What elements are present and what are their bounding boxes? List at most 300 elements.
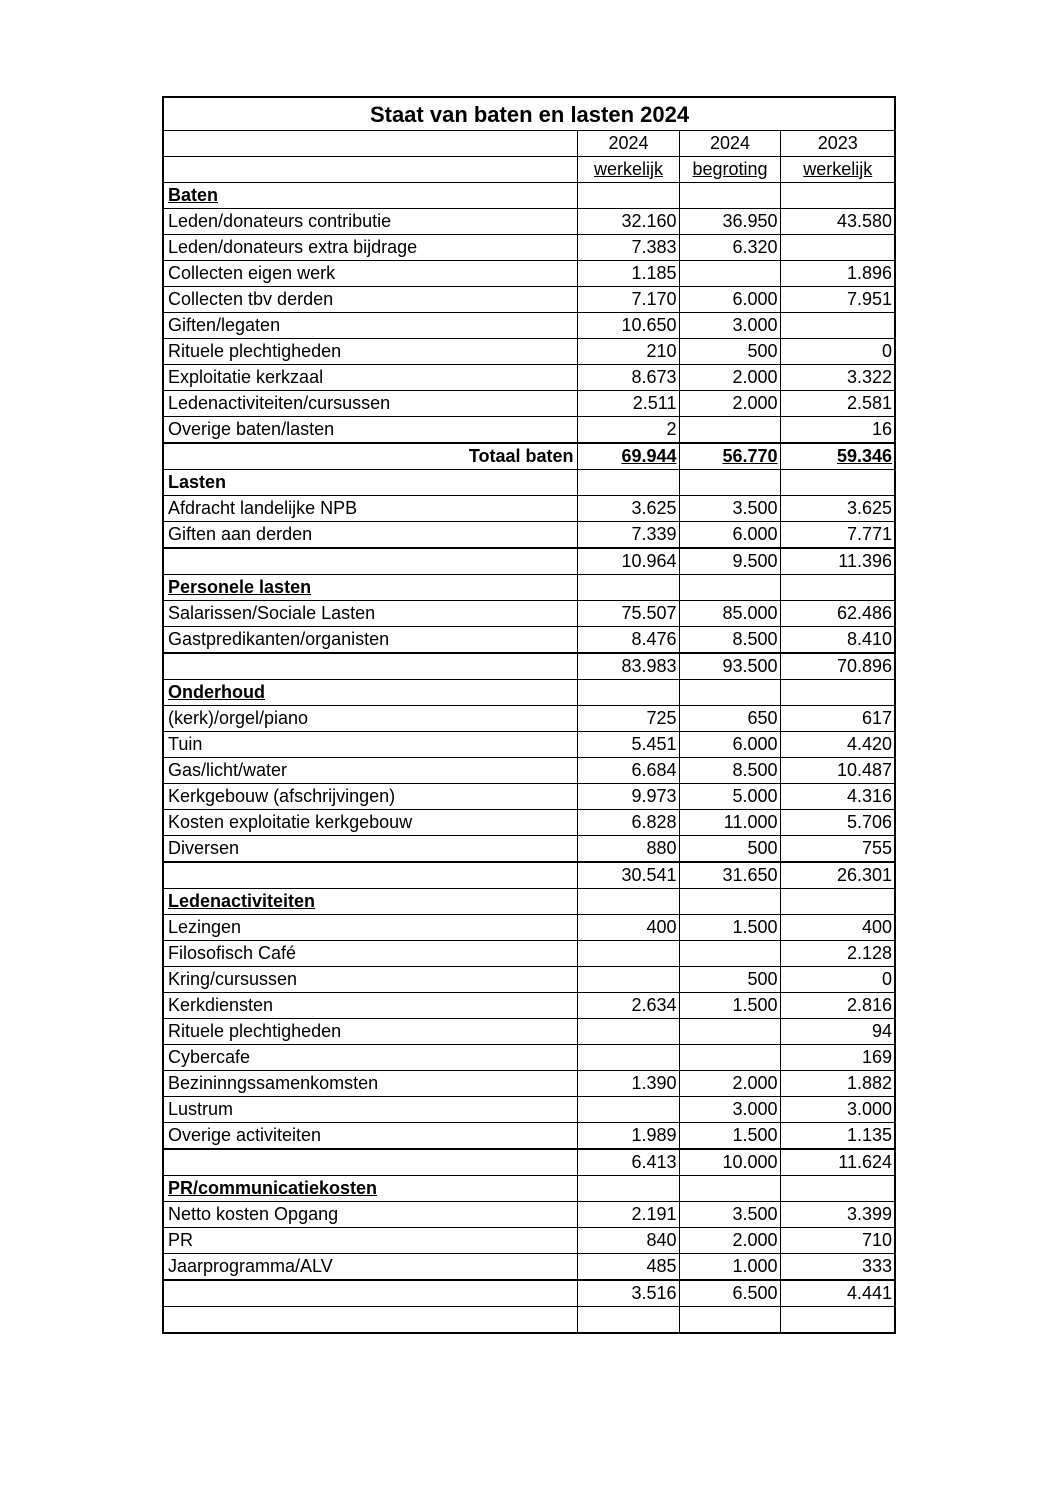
row-label-cell: [163, 1280, 577, 1307]
section-heading-row: [163, 1176, 895, 1202]
value-cell: [679, 967, 780, 993]
value-cell: [679, 522, 780, 549]
amount-value: 710: [861, 1230, 893, 1250]
row-label-cell: [163, 706, 577, 732]
value-cell: [780, 810, 895, 836]
amount-value: 210: [646, 341, 677, 361]
value-cell: [679, 1202, 780, 1228]
amount-value: 8.673: [631, 367, 677, 387]
value-cell: [780, 706, 895, 732]
value-cell: [780, 653, 895, 680]
row-label: Lezingen: [168, 917, 242, 937]
value-cell: [577, 1280, 679, 1307]
table-row: [163, 1123, 895, 1150]
value-cell: [679, 209, 780, 235]
value-cell: [780, 417, 895, 444]
row-label: Personele lasten: [168, 577, 312, 597]
type-header-begroting-2024: begroting: [692, 159, 768, 179]
amount-value: 30.541: [621, 865, 677, 885]
amount-value: 59.346: [836, 446, 893, 466]
row-label: Lustrum: [168, 1099, 234, 1119]
amount-value: 0: [882, 341, 893, 361]
row-label-cell: [163, 365, 577, 391]
amount-value: 2.000: [732, 367, 778, 387]
table-row: [163, 1071, 895, 1097]
value-cell: [577, 1123, 679, 1150]
value-cell: [780, 1019, 895, 1045]
table-row: [163, 391, 895, 417]
value-cell: [780, 522, 895, 549]
amount-value: 5.451: [631, 734, 677, 754]
table-row: [163, 784, 895, 810]
row-label-cell: [163, 627, 577, 654]
row-label-cell: [163, 548, 577, 575]
amount-value: 93.500: [722, 656, 778, 676]
amount-value: 10.650: [621, 315, 677, 335]
table-row: [163, 1202, 895, 1228]
value-cell: [577, 1202, 679, 1228]
value-cell: [780, 1071, 895, 1097]
value-cell: [577, 1176, 679, 1202]
type-header-cell: [577, 157, 679, 183]
value-cell: [780, 941, 895, 967]
amount-value: 94: [871, 1021, 893, 1041]
amount-value: 31.650: [722, 865, 778, 885]
value-cell: [679, 758, 780, 784]
amount-value: 2.634: [631, 995, 677, 1015]
value-cell: [780, 313, 895, 339]
value-cell: [679, 1097, 780, 1123]
row-label-cell: [163, 784, 577, 810]
value-cell: [577, 627, 679, 654]
value-cell: [780, 836, 895, 863]
amount-value: 1.882: [846, 1073, 893, 1093]
amount-value: 4.316: [846, 786, 893, 806]
subtotal-row: [163, 862, 895, 889]
value-cell: [577, 653, 679, 680]
value-cell: [679, 1123, 780, 1150]
row-label-cell: [163, 993, 577, 1019]
value-cell: [780, 784, 895, 810]
row-label: Kerkdiensten: [168, 995, 274, 1015]
amount-value: 3.625: [846, 498, 893, 518]
value-cell: [679, 183, 780, 209]
value-cell: [780, 1254, 895, 1281]
amount-value: 485: [646, 1256, 677, 1276]
value-cell: [780, 1097, 895, 1123]
amount-value: 85.000: [722, 603, 778, 623]
value-cell: [679, 287, 780, 313]
row-label-cell: [163, 313, 577, 339]
amount-value: 3.516: [631, 1283, 677, 1303]
value-cell: [780, 391, 895, 417]
section-heading-row: [163, 470, 895, 496]
table-row: [163, 967, 895, 993]
row-label-cell: [163, 287, 577, 313]
row-label: Afdracht landelijke NPB: [168, 498, 358, 518]
amount-value: 5.000: [732, 786, 778, 806]
value-cell: [577, 915, 679, 941]
row-label: Jaarprogramma/ALV: [168, 1256, 333, 1276]
type-header-werkelijk-2023: werkelijk: [803, 159, 873, 179]
row-label: PR: [168, 1230, 194, 1250]
amount-value: 3.000: [846, 1099, 893, 1119]
value-cell: [679, 1176, 780, 1202]
value-cell: [679, 575, 780, 601]
row-label: Diversen: [168, 838, 240, 858]
row-label: Ledenactiviteiten: [168, 891, 316, 911]
subtotal-row: [163, 1149, 895, 1176]
value-cell: [679, 1280, 780, 1307]
amount-value: 7.771: [846, 524, 893, 544]
amount-value: 1.500: [732, 1125, 778, 1145]
table-row: [163, 706, 895, 732]
amount-value: 169: [861, 1047, 893, 1067]
value-cell: [679, 810, 780, 836]
table-row: [163, 1019, 895, 1045]
row-label-cell: [163, 941, 577, 967]
value-cell: [577, 261, 679, 287]
value-cell: [679, 443, 780, 470]
value-cell: [780, 627, 895, 654]
value-cell: [679, 1019, 780, 1045]
value-cell: [577, 889, 679, 915]
row-label-cell: [163, 601, 577, 627]
value-cell: [780, 261, 895, 287]
row-label: Netto kosten Opgang: [168, 1204, 339, 1224]
table-row: [163, 1045, 895, 1071]
value-cell: [780, 235, 895, 261]
row-label: Onderhoud: [168, 682, 265, 702]
amount-value: 3.322: [846, 367, 893, 387]
row-label: Overige baten/lasten: [168, 419, 335, 439]
row-label-cell: [163, 235, 577, 261]
amount-value: 2: [666, 419, 677, 439]
value-cell: [577, 391, 679, 417]
amount-value: 56.770: [722, 446, 778, 466]
amount-value: 11.624: [838, 1152, 893, 1172]
amount-value: 6.320: [732, 237, 778, 257]
amount-value: 2.816: [846, 995, 893, 1015]
value-cell: [679, 261, 780, 287]
row-label: PR/communicatiekosten: [168, 1178, 378, 1198]
amount-value: 75.507: [621, 603, 677, 623]
value-cell: [780, 339, 895, 365]
section-heading-row: [163, 680, 895, 706]
row-label-cell: [163, 1071, 577, 1097]
value-cell: [780, 575, 895, 601]
value-cell: [679, 235, 780, 261]
amount-value: 6.000: [732, 524, 778, 544]
value-cell: [577, 1097, 679, 1123]
amount-value: 725: [646, 708, 677, 728]
value-cell: [679, 680, 780, 706]
table-row: [163, 732, 895, 758]
value-cell: [780, 993, 895, 1019]
amount-value: 11.396: [838, 551, 893, 571]
amount-value: 8.410: [846, 629, 893, 649]
row-label: Collecten tbv derden: [168, 289, 334, 309]
amount-value: 8.500: [732, 629, 778, 649]
row-label-cell: [163, 653, 577, 680]
amount-value: 43.580: [836, 211, 893, 231]
amount-value: 2.511: [632, 393, 677, 413]
value-cell: [577, 758, 679, 784]
row-label-cell: [163, 810, 577, 836]
amount-value: 1.000: [732, 1256, 778, 1276]
amount-value: 83.983: [621, 656, 677, 676]
header-blank-cell: [163, 131, 577, 157]
value-cell: [780, 1307, 895, 1334]
value-cell: [577, 287, 679, 313]
amount-value: 6.684: [631, 760, 677, 780]
row-label: Gastpredikanten/organisten: [168, 629, 390, 649]
value-cell: [577, 993, 679, 1019]
table-row: [163, 235, 895, 261]
year-header-werkelijk-2023: 2023: [780, 131, 895, 157]
table-row: [163, 836, 895, 863]
value-cell: [577, 365, 679, 391]
value-cell: [679, 339, 780, 365]
value-cell: [577, 443, 679, 470]
row-label-cell: [163, 1254, 577, 1281]
row-label-cell: [163, 889, 577, 915]
value-cell: [577, 941, 679, 967]
amount-value: 62.486: [836, 603, 893, 623]
value-cell: [679, 732, 780, 758]
row-label-cell: [163, 1123, 577, 1150]
table-row: [163, 941, 895, 967]
amount-value: 16: [871, 419, 893, 439]
value-cell: [679, 784, 780, 810]
subtotal-row: [163, 1280, 895, 1307]
year-header-werkelijk-2024: 2024: [577, 131, 679, 157]
value-cell: [780, 1202, 895, 1228]
row-label-cell: [163, 680, 577, 706]
value-cell: [577, 470, 679, 496]
table-row: [163, 1254, 895, 1281]
table-row: [163, 810, 895, 836]
table-body: [163, 97, 895, 1333]
row-label-cell: [163, 1149, 577, 1176]
value-cell: [679, 313, 780, 339]
subtotal-row: [163, 548, 895, 575]
value-cell: [679, 417, 780, 444]
value-cell: [577, 209, 679, 235]
header-blank-cell: [163, 157, 577, 183]
value-cell: [577, 1307, 679, 1334]
amount-value: 3.500: [732, 1204, 778, 1224]
row-label-cell: [163, 391, 577, 417]
value-cell: [577, 1071, 679, 1097]
amount-value: 4.441: [846, 1283, 893, 1303]
amount-value: 6.000: [732, 289, 778, 309]
value-cell: [679, 836, 780, 863]
value-cell: [577, 1228, 679, 1254]
amount-value: 7.339: [631, 524, 677, 544]
amount-value: 3.399: [846, 1204, 893, 1224]
value-cell: [577, 784, 679, 810]
row-label: Rituele plechtigheden: [168, 341, 342, 361]
value-cell: [577, 680, 679, 706]
value-cell: [780, 1123, 895, 1150]
amount-value: 3.000: [732, 1099, 778, 1119]
value-cell: [780, 496, 895, 522]
amount-value: 840: [646, 1230, 677, 1250]
row-label: Totaal baten: [468, 446, 574, 466]
amount-value: 400: [861, 917, 893, 937]
amount-value: 2.000: [732, 1073, 778, 1093]
amount-value: 2.000: [732, 393, 778, 413]
value-cell: [780, 967, 895, 993]
value-cell: [577, 339, 679, 365]
amount-value: 1.185: [631, 263, 677, 283]
row-label-cell: [163, 443, 577, 470]
amount-value: 11.000: [723, 812, 778, 832]
row-label: Giften/legaten: [168, 315, 281, 335]
value-cell: [577, 548, 679, 575]
row-label: Lasten: [168, 472, 227, 492]
value-cell: [679, 496, 780, 522]
row-label-cell: [163, 470, 577, 496]
value-cell: [679, 941, 780, 967]
amount-value: 500: [747, 969, 778, 989]
value-cell: [780, 287, 895, 313]
amount-value: 1.500: [732, 995, 778, 1015]
row-label: Kosten exploitatie kerkgebouw: [168, 812, 413, 832]
amount-value: 1.500: [732, 917, 778, 937]
value-cell: [780, 209, 895, 235]
value-cell: [679, 548, 780, 575]
table-row: [163, 287, 895, 313]
amount-value: 1.135: [846, 1125, 893, 1145]
table-row: [163, 339, 895, 365]
value-cell: [780, 183, 895, 209]
row-label-cell: [163, 1097, 577, 1123]
value-cell: [679, 889, 780, 915]
amount-value: 650: [747, 708, 778, 728]
amount-value: 1.390: [631, 1073, 677, 1093]
value-cell: [780, 732, 895, 758]
row-label: Collecten eigen werk: [168, 263, 336, 283]
type-header-row: [163, 157, 895, 183]
table-row: [163, 627, 895, 654]
value-cell: [577, 235, 679, 261]
value-cell: [577, 1045, 679, 1071]
value-cell: [679, 993, 780, 1019]
amount-value: 1.989: [631, 1125, 677, 1145]
total-row: [163, 443, 895, 470]
amount-value: 69.944: [621, 446, 677, 466]
amount-value: 36.950: [722, 211, 778, 231]
amount-value: 617: [861, 708, 893, 728]
table-row: [163, 209, 895, 235]
value-cell: [577, 732, 679, 758]
row-label-cell: [163, 496, 577, 522]
amount-value: 5.706: [846, 812, 893, 832]
value-cell: [577, 575, 679, 601]
table-row: [163, 313, 895, 339]
table-row: [163, 417, 895, 444]
value-cell: [780, 1149, 895, 1176]
amount-value: 500: [747, 341, 778, 361]
row-label-cell: [163, 1307, 577, 1334]
value-cell: [780, 680, 895, 706]
value-cell: [577, 706, 679, 732]
row-label: Bezininngssamenkomsten: [168, 1073, 379, 1093]
row-label: Giften aan derden: [168, 524, 313, 544]
row-label: Overige activiteiten: [168, 1125, 322, 1145]
amount-value: 400: [646, 917, 677, 937]
table-row: [163, 758, 895, 784]
table-row: [163, 915, 895, 941]
row-label-cell: [163, 862, 577, 889]
subtotal-row: [163, 653, 895, 680]
value-cell: [679, 601, 780, 627]
value-cell: [679, 470, 780, 496]
amount-value: 2.000: [732, 1230, 778, 1250]
table-row: [163, 601, 895, 627]
row-label-cell: [163, 1202, 577, 1228]
amount-value: 0: [882, 969, 893, 989]
row-label-cell: [163, 1019, 577, 1045]
amount-value: 880: [646, 838, 677, 858]
financial-statement-table: [162, 96, 896, 1334]
value-cell: [679, 706, 780, 732]
row-label-cell: [163, 836, 577, 863]
value-cell: [577, 1254, 679, 1281]
amount-value: 10.964: [621, 551, 677, 571]
row-label: (kerk)/orgel/piano: [168, 708, 309, 728]
value-cell: [577, 967, 679, 993]
row-label: Kerkgebouw (afschrijvingen): [168, 786, 396, 806]
row-label-cell: [163, 522, 577, 549]
value-cell: [679, 862, 780, 889]
row-label: Tuin: [168, 734, 203, 754]
amount-value: 10.000: [722, 1152, 778, 1172]
value-cell: [577, 313, 679, 339]
row-label: Cybercafe: [168, 1047, 251, 1067]
row-label-cell: [163, 732, 577, 758]
value-cell: [577, 810, 679, 836]
amount-value: 7.170: [631, 289, 677, 309]
row-label: Baten: [168, 185, 219, 205]
section-heading-row: [163, 575, 895, 601]
amount-value: 8.476: [631, 629, 677, 649]
value-cell: [679, 1045, 780, 1071]
value-cell: [679, 1149, 780, 1176]
value-cell: [577, 522, 679, 549]
title-row: [163, 97, 895, 131]
value-cell: [679, 1228, 780, 1254]
row-label: Ledenactiviteiten/cursussen: [168, 393, 391, 413]
amount-value: 2.191: [631, 1204, 677, 1224]
value-cell: [679, 1254, 780, 1281]
row-label-cell: [163, 339, 577, 365]
amount-value: 7.383: [631, 237, 677, 257]
value-cell: [679, 627, 780, 654]
year-header-begroting-2024: 2024: [679, 131, 780, 157]
value-cell: [780, 548, 895, 575]
value-cell: [780, 758, 895, 784]
row-label: Salarissen/Sociale Lasten: [168, 603, 376, 623]
value-cell: [577, 601, 679, 627]
value-cell: [577, 1149, 679, 1176]
amount-value: 3.500: [732, 498, 778, 518]
amount-value: 2.128: [846, 943, 893, 963]
type-header-werkelijk-2024: werkelijk: [593, 159, 663, 179]
row-label: Exploitatie kerkzaal: [168, 367, 324, 387]
